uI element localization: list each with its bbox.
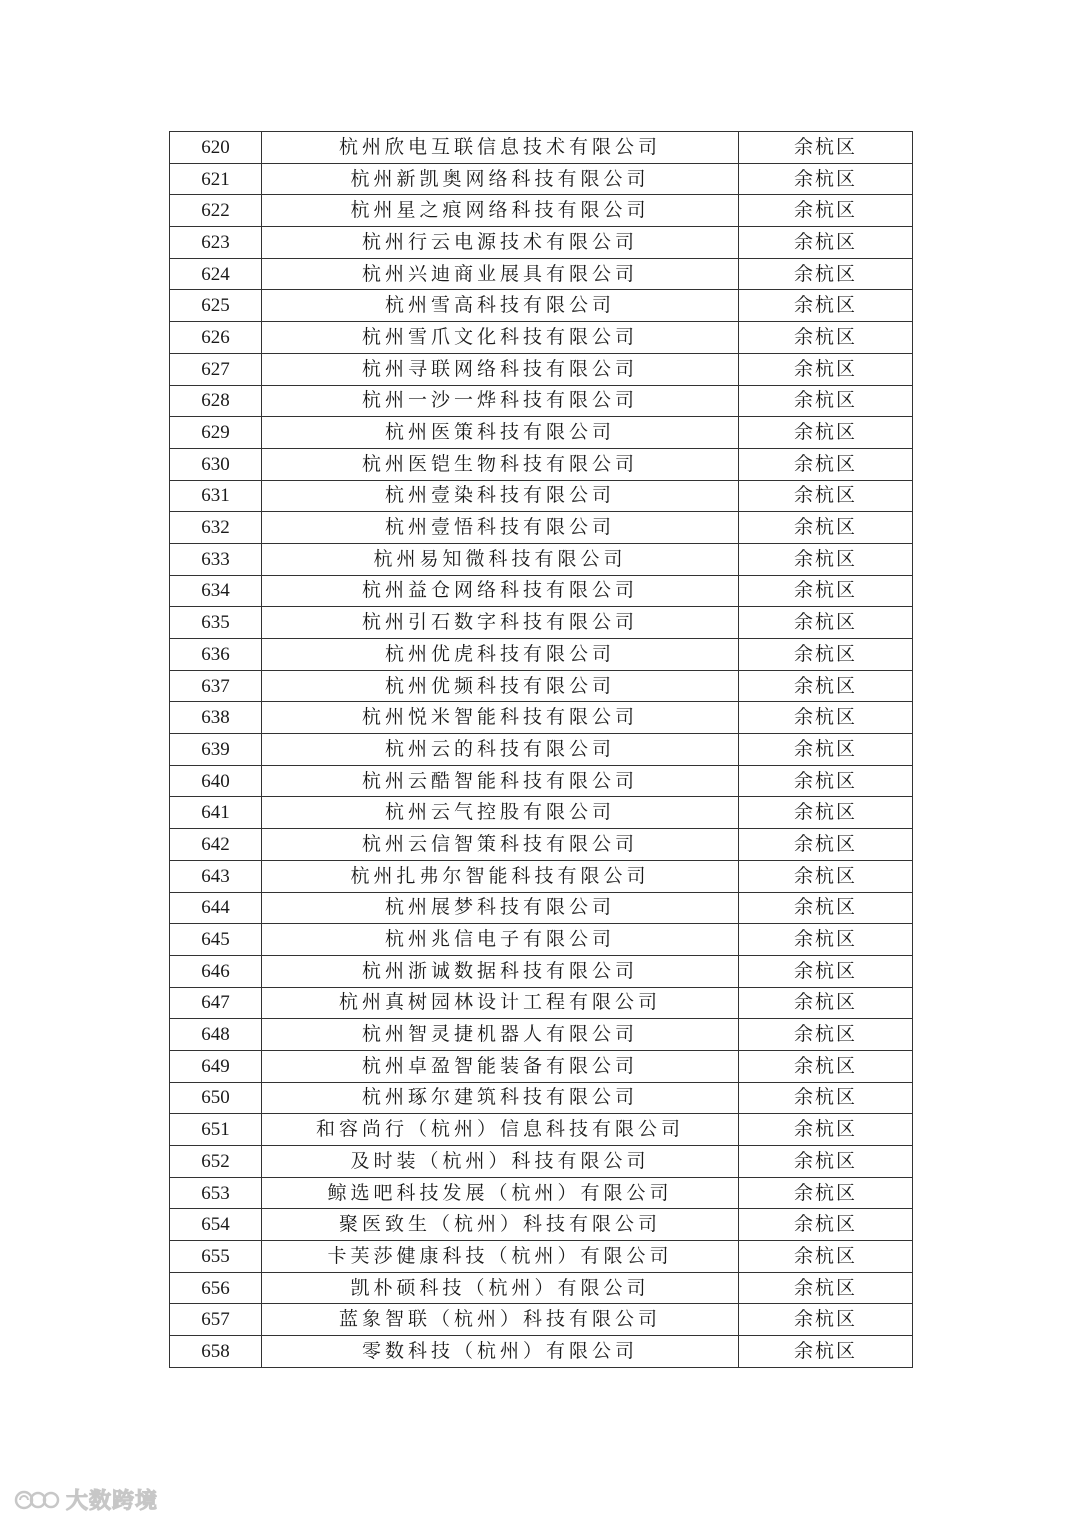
company-name-cell: 卡芙莎健康科技（杭州）有限公司 [262, 1241, 739, 1273]
row-number-cell: 652 [170, 1146, 262, 1178]
district-cell: 余杭区 [739, 322, 913, 354]
company-list-body [170, 132, 913, 1368]
row-number-cell: 632 [170, 512, 262, 544]
district-cell: 余杭区 [739, 797, 913, 829]
company-name-cell: 杭州新凯奥网络科技有限公司 [262, 163, 739, 195]
company-name-cell: 杭州悦米智能科技有限公司 [262, 702, 739, 734]
table-row [170, 575, 913, 607]
district-cell: 余杭区 [739, 607, 913, 639]
table-row [170, 924, 913, 956]
table-row [170, 955, 913, 987]
watermark-text: 大数跨境 [66, 1489, 159, 1514]
company-name-cell: 杭州云信智策科技有限公司 [262, 829, 739, 861]
district-cell: 余杭区 [739, 670, 913, 702]
row-number-cell: 640 [170, 765, 262, 797]
dashuju-logo-icon [14, 1488, 60, 1512]
row-number-cell: 658 [170, 1336, 262, 1368]
row-number-cell: 641 [170, 797, 262, 829]
district-cell: 余杭区 [739, 1177, 913, 1209]
company-name-cell: 杭州寻联网络科技有限公司 [262, 353, 739, 385]
company-name-cell: 杭州展梦科技有限公司 [262, 892, 739, 924]
district-cell: 余杭区 [739, 1241, 913, 1273]
row-number-cell: 623 [170, 227, 262, 259]
row-number-cell: 646 [170, 955, 262, 987]
watermark [14, 1484, 158, 1515]
row-number-cell: 625 [170, 290, 262, 322]
district-cell: 余杭区 [739, 765, 913, 797]
company-name-cell: 聚医致生（杭州）科技有限公司 [262, 1209, 739, 1241]
row-number-cell: 637 [170, 670, 262, 702]
row-number-cell: 627 [170, 353, 262, 385]
district-cell: 余杭区 [739, 353, 913, 385]
table-row [170, 797, 913, 829]
table-row [170, 1272, 913, 1304]
table-row [170, 132, 913, 164]
row-number-cell: 621 [170, 163, 262, 195]
district-cell: 余杭区 [739, 702, 913, 734]
company-name-cell: 杭州引石数字科技有限公司 [262, 607, 739, 639]
company-name-cell: 杭州扎弗尔智能科技有限公司 [262, 860, 739, 892]
row-number-cell: 620 [170, 132, 262, 164]
row-number-cell: 642 [170, 829, 262, 861]
row-number-cell: 624 [170, 258, 262, 290]
company-name-cell: 杭州星之痕网络科技有限公司 [262, 195, 739, 227]
row-number-cell: 657 [170, 1304, 262, 1336]
district-cell: 余杭区 [739, 290, 913, 322]
table-row [170, 1146, 913, 1178]
row-number-cell: 647 [170, 987, 262, 1019]
company-name-cell: 鲸选吧科技发展（杭州）有限公司 [262, 1177, 739, 1209]
table-row [170, 290, 913, 322]
table-row [170, 448, 913, 480]
table-row [170, 1082, 913, 1114]
company-name-cell: 和容尚行（杭州）信息科技有限公司 [262, 1114, 739, 1146]
table-row [170, 163, 913, 195]
district-cell: 余杭区 [739, 543, 913, 575]
company-name-cell: 零数科技（杭州）有限公司 [262, 1336, 739, 1368]
district-cell: 余杭区 [739, 955, 913, 987]
row-number-cell: 644 [170, 892, 262, 924]
table-row [170, 385, 913, 417]
company-name-cell: 杭州卓盈智能装备有限公司 [262, 1050, 739, 1082]
table-row [170, 639, 913, 671]
table-row [170, 1336, 913, 1368]
company-name-cell: 杭州雪高科技有限公司 [262, 290, 739, 322]
row-number-cell: 649 [170, 1050, 262, 1082]
company-name-cell: 杭州云酷智能科技有限公司 [262, 765, 739, 797]
district-cell: 余杭区 [739, 1209, 913, 1241]
company-name-cell: 杭州一沙一烨科技有限公司 [262, 385, 739, 417]
district-cell: 余杭区 [739, 163, 913, 195]
table-row [170, 892, 913, 924]
row-number-cell: 643 [170, 860, 262, 892]
row-number-cell: 635 [170, 607, 262, 639]
table-row [170, 258, 913, 290]
table-row [170, 765, 913, 797]
table-row [170, 480, 913, 512]
district-cell: 余杭区 [739, 829, 913, 861]
row-number-cell: 631 [170, 480, 262, 512]
row-number-cell: 630 [170, 448, 262, 480]
district-cell: 余杭区 [739, 512, 913, 544]
row-number-cell: 653 [170, 1177, 262, 1209]
row-number-cell: 656 [170, 1272, 262, 1304]
table-row [170, 987, 913, 1019]
district-cell: 余杭区 [739, 258, 913, 290]
table-row [170, 734, 913, 766]
row-number-cell: 645 [170, 924, 262, 956]
row-number-cell: 650 [170, 1082, 262, 1114]
company-list-table [169, 131, 913, 1368]
company-name-cell: 杭州医铠生物科技有限公司 [262, 448, 739, 480]
company-name-cell: 杭州雪爪文化科技有限公司 [262, 322, 739, 354]
row-number-cell: 655 [170, 1241, 262, 1273]
district-cell: 余杭区 [739, 132, 913, 164]
table-row [170, 417, 913, 449]
district-cell: 余杭区 [739, 1336, 913, 1368]
company-name-cell: 杭州壹染科技有限公司 [262, 480, 739, 512]
company-name-cell: 杭州浙诚数据科技有限公司 [262, 955, 739, 987]
table-row [170, 227, 913, 259]
table-row [170, 1177, 913, 1209]
company-name-cell: 杭州兴迪商业展具有限公司 [262, 258, 739, 290]
company-name-cell: 杭州兆信电子有限公司 [262, 924, 739, 956]
district-cell: 余杭区 [739, 1304, 913, 1336]
row-number-cell: 626 [170, 322, 262, 354]
row-number-cell: 633 [170, 543, 262, 575]
district-cell: 余杭区 [739, 860, 913, 892]
company-name-cell: 杭州智灵捷机器人有限公司 [262, 1019, 739, 1051]
company-name-cell: 及时装（杭州）科技有限公司 [262, 1146, 739, 1178]
table-row [170, 512, 913, 544]
row-number-cell: 651 [170, 1114, 262, 1146]
district-cell: 余杭区 [739, 385, 913, 417]
company-name-cell: 杭州云的科技有限公司 [262, 734, 739, 766]
company-name-cell: 杭州医策科技有限公司 [262, 417, 739, 449]
company-name-cell: 杭州琢尔建筑科技有限公司 [262, 1082, 739, 1114]
row-number-cell: 634 [170, 575, 262, 607]
district-cell: 余杭区 [739, 924, 913, 956]
district-cell: 余杭区 [739, 480, 913, 512]
row-number-cell: 654 [170, 1209, 262, 1241]
table-row [170, 860, 913, 892]
district-cell: 余杭区 [739, 1272, 913, 1304]
company-name-cell: 杭州行云电源技术有限公司 [262, 227, 739, 259]
district-cell: 余杭区 [739, 892, 913, 924]
district-cell: 余杭区 [739, 575, 913, 607]
district-cell: 余杭区 [739, 195, 913, 227]
district-cell: 余杭区 [739, 1050, 913, 1082]
company-name-cell: 杭州优虎科技有限公司 [262, 639, 739, 671]
row-number-cell: 639 [170, 734, 262, 766]
row-number-cell: 648 [170, 1019, 262, 1051]
district-cell: 余杭区 [739, 448, 913, 480]
district-cell: 余杭区 [739, 1114, 913, 1146]
row-number-cell: 638 [170, 702, 262, 734]
district-cell: 余杭区 [739, 1019, 913, 1051]
table-row [170, 1050, 913, 1082]
company-name-cell: 杭州优频科技有限公司 [262, 670, 739, 702]
row-number-cell: 636 [170, 639, 262, 671]
table-row [170, 702, 913, 734]
table-row [170, 1114, 913, 1146]
table-row [170, 543, 913, 575]
table-row [170, 670, 913, 702]
company-name-cell: 杭州云气控股有限公司 [262, 797, 739, 829]
district-cell: 余杭区 [739, 734, 913, 766]
company-name-cell: 杭州易知微科技有限公司 [262, 543, 739, 575]
company-name-cell: 凯朴硕科技（杭州）有限公司 [262, 1272, 739, 1304]
table-row [170, 353, 913, 385]
row-number-cell: 628 [170, 385, 262, 417]
company-name-cell: 杭州壹悟科技有限公司 [262, 512, 739, 544]
district-cell: 余杭区 [739, 1146, 913, 1178]
table-row [170, 1304, 913, 1336]
table-row [170, 322, 913, 354]
table-row [170, 1209, 913, 1241]
row-number-cell: 622 [170, 195, 262, 227]
company-name-cell: 杭州真树园林设计工程有限公司 [262, 987, 739, 1019]
table-row [170, 1241, 913, 1273]
company-name-cell: 杭州欣电互联信息技术有限公司 [262, 132, 739, 164]
table-row [170, 607, 913, 639]
table-row [170, 195, 913, 227]
district-cell: 余杭区 [739, 417, 913, 449]
company-name-cell: 蓝象智联（杭州）科技有限公司 [262, 1304, 739, 1336]
table-row [170, 1019, 913, 1051]
district-cell: 余杭区 [739, 227, 913, 259]
row-number-cell: 629 [170, 417, 262, 449]
table-row [170, 829, 913, 861]
district-cell: 余杭区 [739, 639, 913, 671]
district-cell: 余杭区 [739, 1082, 913, 1114]
company-name-cell: 杭州益仓网络科技有限公司 [262, 575, 739, 607]
district-cell: 余杭区 [739, 987, 913, 1019]
